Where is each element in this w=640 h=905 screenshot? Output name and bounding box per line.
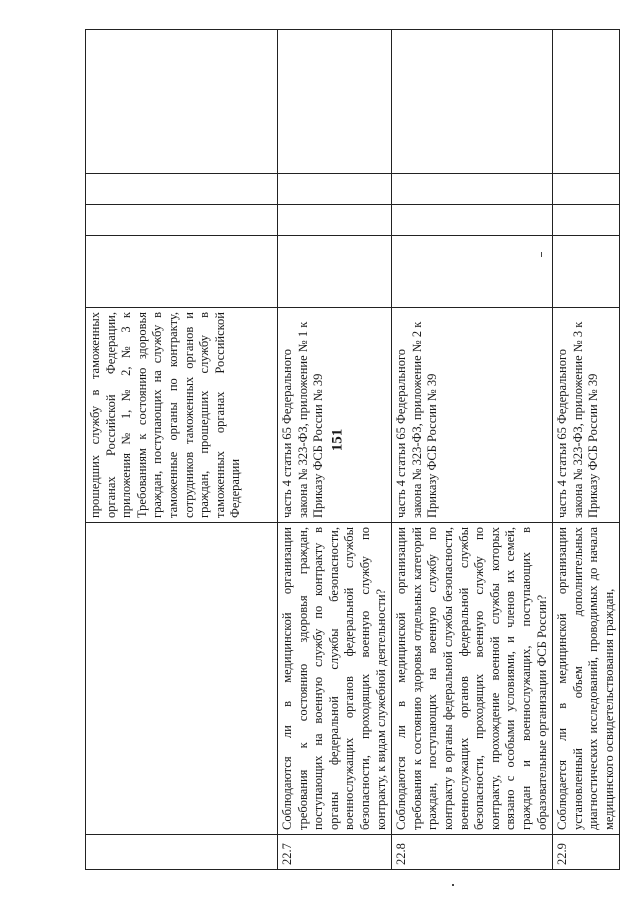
page-number: 151	[329, 428, 346, 452]
answer-na-cell	[392, 174, 553, 205]
legal-basis-text: прошедших службу в таможенных органах Российской Федерации, приложения № 1, № 2, № 3 к Требованиям к состоянию здоровья граждан, поступающих на службу в таможенные органы по контракту, сотрудников таможенных органов и граждан, прошедших службу в таможенных органах Российской Федерации	[88, 312, 243, 518]
table-row	[553, 30, 620, 870]
table-row	[392, 30, 553, 870]
row-number: 22.7	[278, 835, 392, 870]
legal-basis-text: часть 4 статьи 65 Федерального закона № 323-ФЗ, приложение № 1 к Приказу ФСБ России № 39	[278, 308, 392, 523]
row-number: 22.8	[392, 835, 553, 870]
question-cell	[86, 523, 278, 835]
note-cell	[553, 30, 620, 174]
answer-no-cell	[553, 205, 620, 236]
row-number: 22.9	[553, 835, 620, 870]
note-cell	[86, 30, 278, 174]
note-cell	[392, 30, 553, 174]
answer-no-cell	[86, 205, 278, 236]
scan-speck	[452, 884, 454, 886]
number-cell	[86, 835, 278, 870]
question-text: Соблюдаются ли в медицинской организации требования к состоянию здоровья отдельных категорий граждан, поступающих на военную службу по контракту в органы федеральной службы безопасности, военнослужащих органов федеральной службы безопасности, проходящих военную службу по контракту, прохождение военной службы которых связано с особыми условиями, и членов их семей, граждан и военнослужащих, поступающих в образовательные организации ФСБ России?	[392, 523, 553, 835]
answer-yes-cell	[553, 236, 620, 308]
answer-na-cell	[86, 174, 278, 205]
answer-yes-cell	[278, 236, 392, 308]
answer-yes-cell	[86, 236, 278, 308]
legal-basis-cell	[86, 308, 278, 523]
answer-yes-cell	[392, 236, 553, 308]
table-row	[278, 30, 392, 870]
legal-basis-text: часть 4 статьи 65 Федерального закона № 323-ФЗ, приложение № 3 к Приказу ФСБ России № 39	[553, 308, 620, 523]
legal-basis-text: часть 4 статьи 65 Федерального закона № 323-ФЗ, приложение № 2 к Приказу ФСБ России № 39	[392, 308, 553, 523]
checklist-table	[85, 29, 620, 870]
answer-na-cell	[278, 174, 392, 205]
note-cell	[278, 30, 392, 174]
scan-speck	[541, 252, 542, 257]
answer-na-cell	[553, 174, 620, 205]
rotated-page-content	[85, 30, 616, 870]
answer-no-cell	[278, 205, 392, 236]
table-row	[86, 30, 278, 870]
question-text: Соблюдается ли в медицинской организации установленный объем дополнительных диагностических исследований, проводимых до начала медицинского освидетельствования граждан,	[553, 523, 620, 835]
answer-no-cell	[392, 205, 553, 236]
question-text: Соблюдаются ли в медицинской организации требования к состоянию здоровья граждан, поступающих на военную службу по контракту в органы федеральной службы безопасности, военнослужащих органов федеральной службы безопасности, проходящих военную службу по контракту, к видам служебной деятельности?	[278, 523, 392, 835]
